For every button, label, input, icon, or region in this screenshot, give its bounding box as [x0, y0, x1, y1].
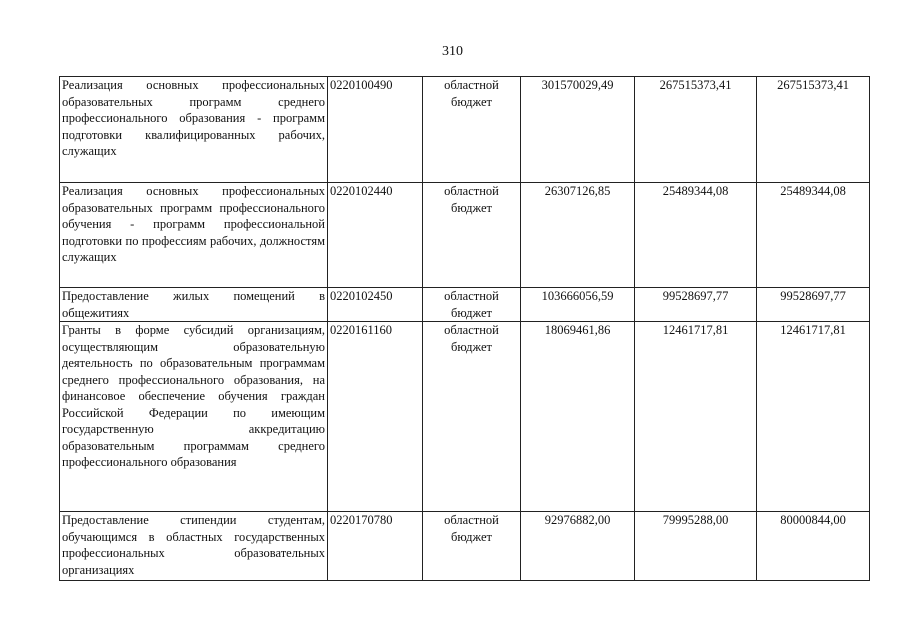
row-value3-cell: 25489344,08: [757, 183, 870, 288]
row-value1-cell: 18069461,86: [521, 322, 635, 512]
row-value3-cell: 99528697,77: [757, 288, 870, 322]
row-name-cell: Предоставление стипендии студентам, обучающимся в областных государственных профессиональных образовательных организациях: [60, 512, 328, 581]
row-value3-cell: 267515373,41: [757, 77, 870, 183]
table-row: [60, 183, 870, 288]
row-value2-cell: 12461717,81: [635, 322, 757, 512]
row-name-cell: Реализация основных профессиональных образовательных программ профессионального обучения - программ профессиональной подготовки по профессиям рабочих, должностям служащих: [60, 183, 328, 288]
row-value1-cell: 26307126,85: [521, 183, 635, 288]
row-code-cell: 0220170780: [328, 512, 423, 581]
row-source-cell: областной бюджет: [423, 77, 521, 183]
row-code-cell: 0220161160: [328, 322, 423, 512]
row-value2-cell: 99528697,77: [635, 288, 757, 322]
row-source-cell: областной бюджет: [423, 512, 521, 581]
row-code-cell: 0220100490: [328, 77, 423, 183]
row-value3-cell: 80000844,00: [757, 512, 870, 581]
budget-table: [59, 76, 870, 581]
row-code-cell: 0220102440: [328, 183, 423, 288]
row-name-cell: Гранты в форме субсидий организациям, осуществляющим образовательную деятельность по образовательным программам среднего профессионального образования, на финансовое обеспечение обучения граждан Российской Федерации по имеющим государственную аккредитацию образовательным программам среднего профессионального образования: [60, 322, 328, 512]
row-value3-cell: 12461717,81: [757, 322, 870, 512]
row-code-cell: 0220102450: [328, 288, 423, 322]
row-source-cell: областной бюджет: [423, 288, 521, 322]
row-value1-cell: 301570029,49: [521, 77, 635, 183]
table-row: [60, 322, 870, 512]
table-row: [60, 288, 870, 322]
row-source-cell: областной бюджет: [423, 322, 521, 512]
table-row: [60, 77, 870, 183]
row-name-cell: Реализация основных профессиональных образовательных программ среднего профессионального образования - программ подготовки квалифицированных рабочих, служащих: [60, 77, 328, 183]
row-source-cell: областной бюджет: [423, 183, 521, 288]
row-value1-cell: 92976882,00: [521, 512, 635, 581]
row-value2-cell: 25489344,08: [635, 183, 757, 288]
table-row: [60, 512, 870, 581]
row-name-cell: Предоставление жилых помещений в общежитиях: [60, 288, 328, 322]
row-value2-cell: 79995288,00: [635, 512, 757, 581]
row-value2-cell: 267515373,41: [635, 77, 757, 183]
page-number: 310: [442, 44, 463, 59]
row-value1-cell: 103666056,59: [521, 288, 635, 322]
